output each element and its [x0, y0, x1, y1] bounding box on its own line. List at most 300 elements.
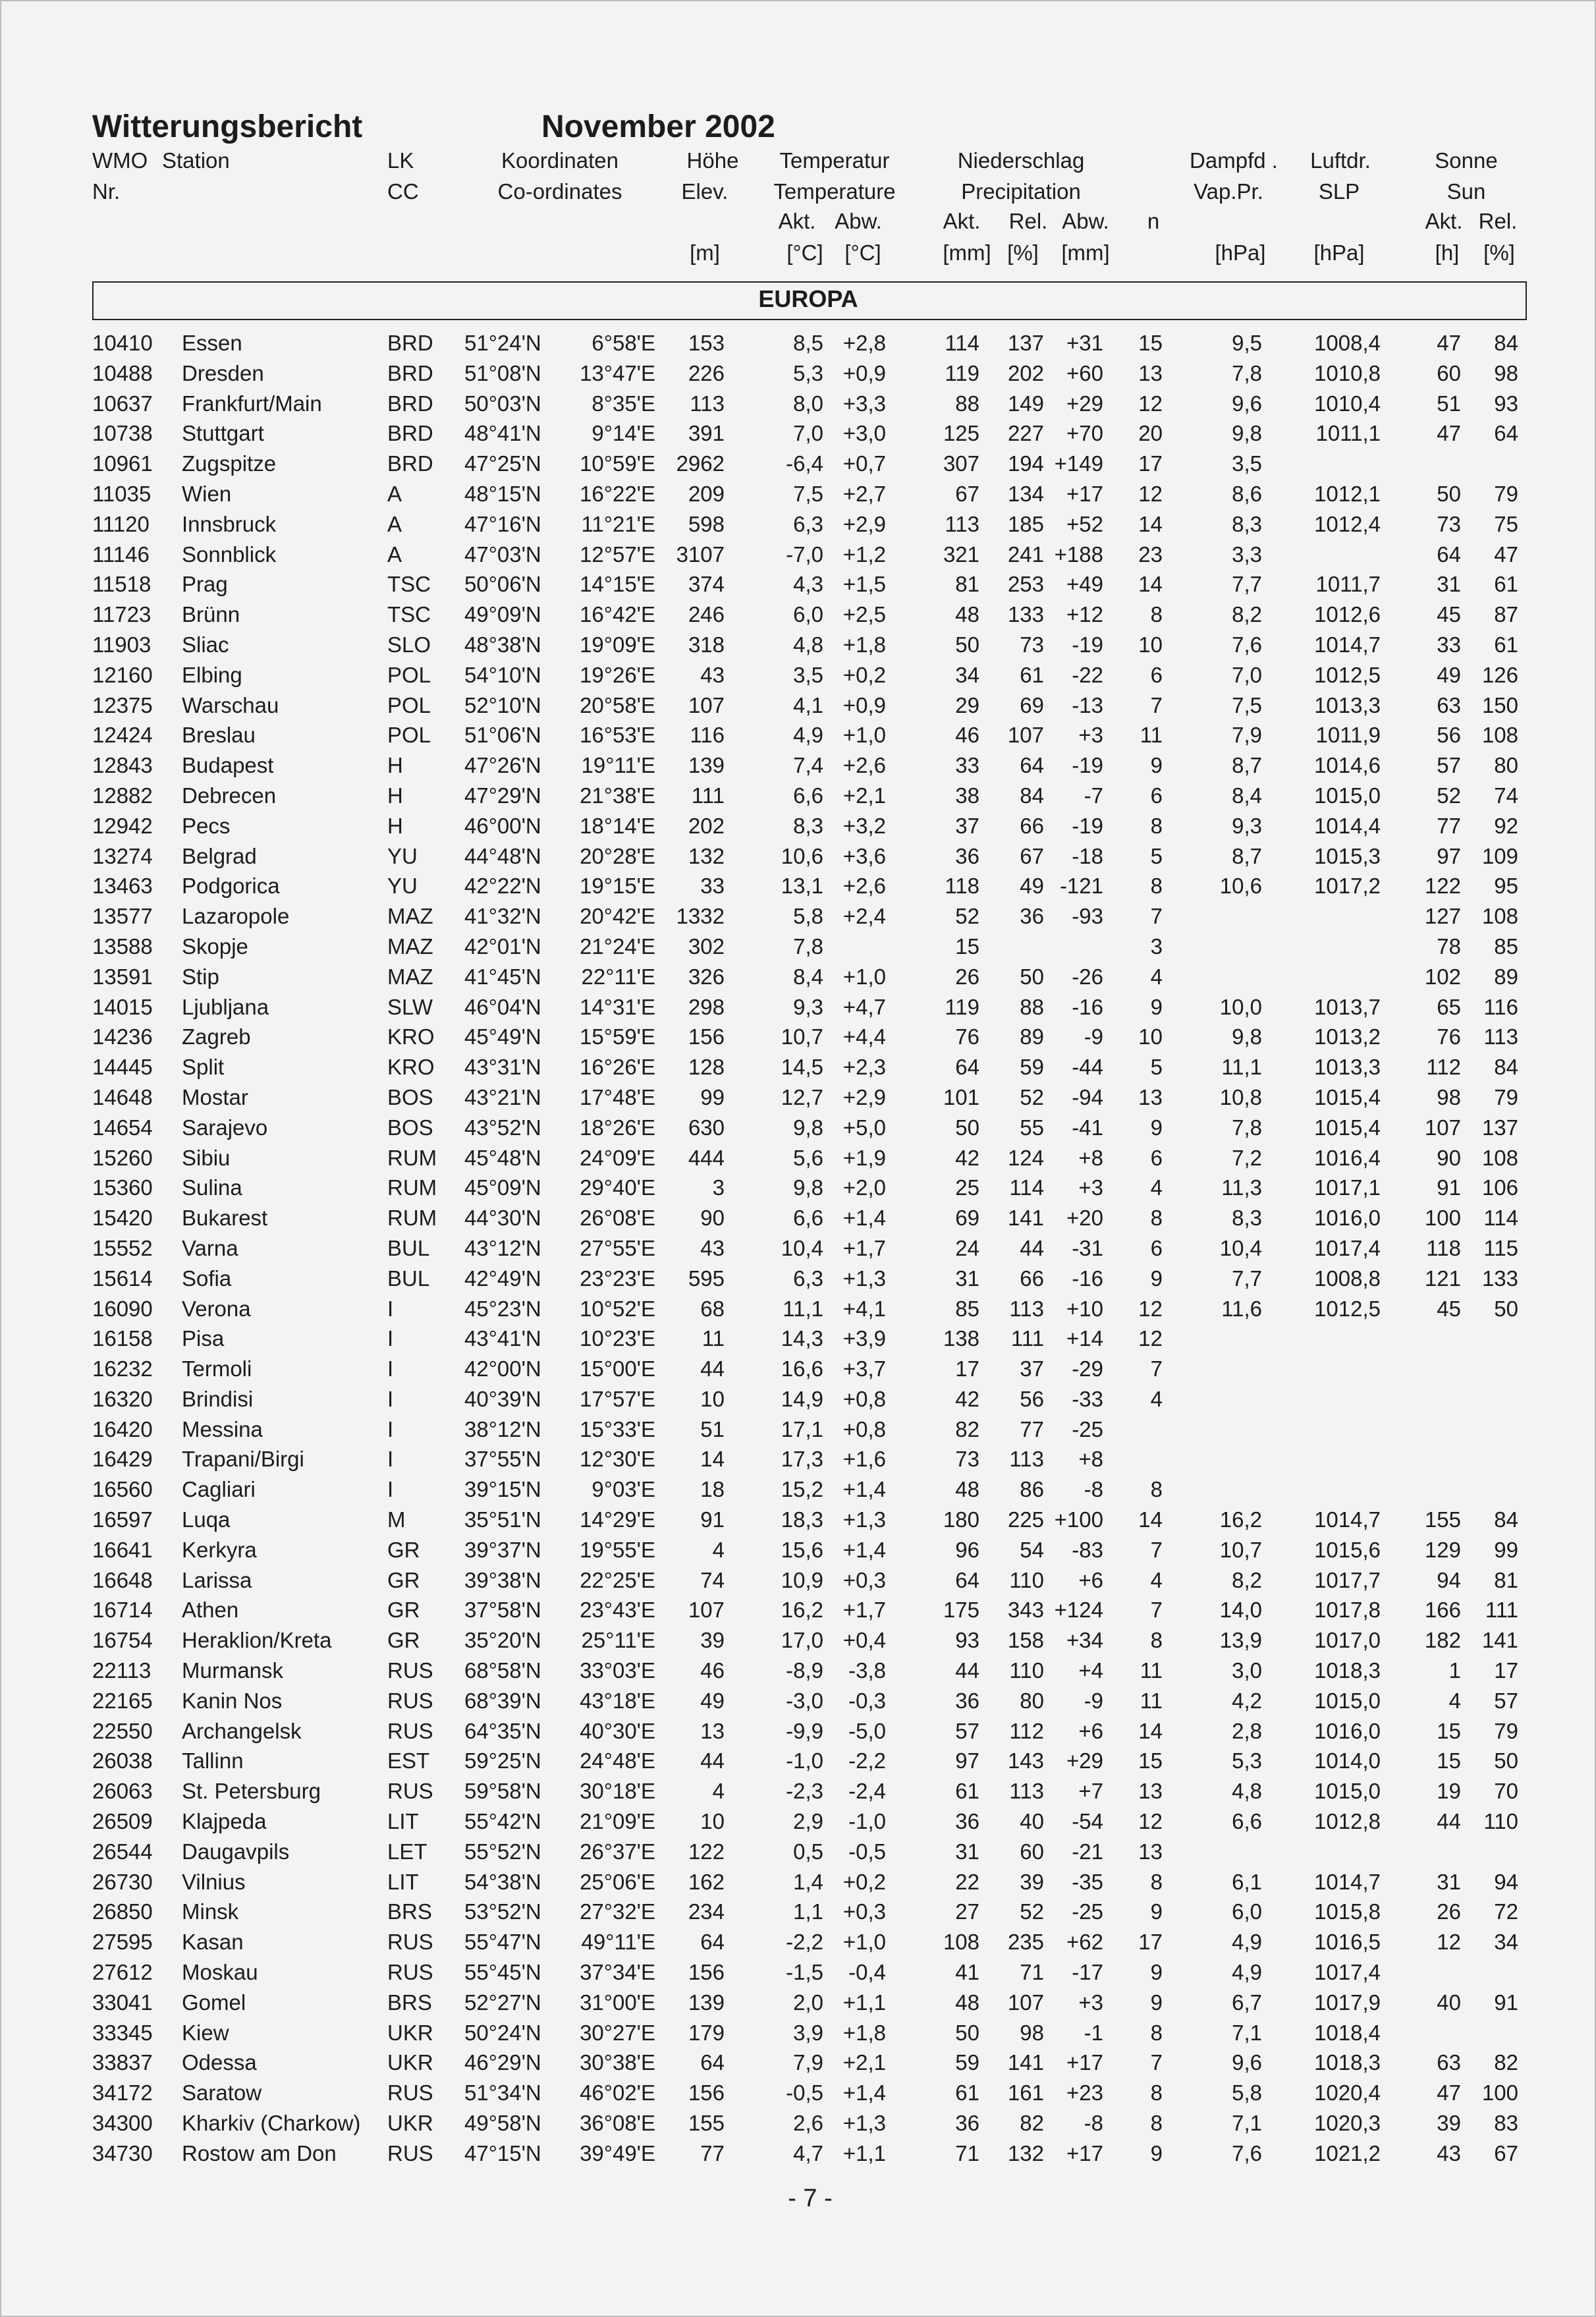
col-header-prec-unit2: [%]: [1007, 240, 1039, 265]
cell-prec-deviation: +6: [1078, 1718, 1103, 1743]
col-header-luftdruck: Luftdr.: [1310, 148, 1371, 173]
cell-vapour-pressure: 7,0: [1232, 662, 1262, 687]
cell-latitude: 43°31'N: [464, 1055, 541, 1080]
cell-vapour-pressure: 10,8: [1219, 1084, 1262, 1109]
table-row: [0, 1084, 1596, 1114]
cell-elevation: 116: [690, 723, 725, 748]
cell-latitude: 51°34'N: [464, 2080, 541, 2106]
cell-wmo-nr: 14654: [92, 1115, 153, 1140]
cell-vapour-pressure: 8,2: [1232, 1567, 1262, 1592]
cell-station-name: Kharkiv (Charkow): [182, 2111, 361, 2136]
cell-prec-actual: 46: [955, 723, 979, 748]
cell-vapour-pressure: 7,8: [1232, 1115, 1262, 1140]
cell-prec-days: 8: [1150, 2020, 1163, 2045]
cell-wmo-nr: 33041: [92, 1990, 153, 2015]
cell-prec-actual: 48: [955, 1990, 979, 2015]
cell-sea-level-pressure: 1014,7: [1314, 1869, 1381, 1894]
cell-prec-actual: 138: [943, 1326, 979, 1351]
table-row: [0, 601, 1596, 631]
cell-prec-days: 8: [1150, 1869, 1163, 1894]
cell-temp-deviation: -5,0: [848, 1718, 886, 1743]
cell-station-name: Breslau: [182, 723, 256, 748]
cell-prec-actual: 37: [955, 813, 979, 838]
cell-wmo-nr: 10738: [92, 421, 153, 446]
cell-elevation: 155: [688, 2111, 725, 2136]
cell-sun-relative: 84: [1494, 331, 1518, 355]
cell-country-code: BUL: [387, 1235, 430, 1260]
cell-wmo-nr: 15360: [92, 1175, 153, 1200]
cell-prec-actual: 93: [955, 1628, 979, 1653]
table-row: [0, 1596, 1596, 1627]
cell-prec-actual: 24: [955, 1235, 979, 1260]
cell-prec-days: 14: [1138, 511, 1163, 536]
cell-temp-deviation: +1,0: [842, 1930, 886, 1955]
cell-prec-deviation: +29: [1066, 1748, 1103, 1773]
cell-prec-deviation: -16: [1072, 1266, 1103, 1291]
cell-longitude: 24°48'E: [580, 1748, 655, 1773]
cell-sun-relative: 61: [1494, 572, 1518, 597]
cell-temp-actual: 4,1: [793, 692, 823, 717]
col-header-dampfdruck: Dampfd .: [1190, 148, 1278, 173]
cell-longitude: 14°31'E: [580, 994, 655, 1019]
cell-prec-deviation: +188: [1054, 542, 1103, 567]
cell-longitude: 21°24'E: [580, 934, 655, 959]
cell-sun-hours: 12: [1437, 1930, 1461, 1955]
cell-prec-days: 6: [1150, 1145, 1163, 1170]
cell-prec-deviation: +8: [1078, 1145, 1103, 1170]
cell-latitude: 42°49'N: [464, 1266, 541, 1291]
cell-prec-relative: 88: [1020, 994, 1044, 1019]
cell-latitude: 39°38'N: [464, 1567, 541, 1592]
cell-temp-deviation: +3,0: [842, 421, 886, 446]
cell-prec-relative: 110: [1009, 1658, 1044, 1683]
cell-wmo-nr: 33837: [92, 2050, 153, 2075]
cell-elevation: 132: [688, 843, 725, 868]
cell-longitude: 27°55'E: [580, 1235, 655, 1260]
cell-station-name: Kerkyra: [182, 1537, 257, 1562]
cell-wmo-nr: 26038: [92, 1748, 153, 1773]
cell-sea-level-pressure: 1016,5: [1314, 1930, 1381, 1955]
cell-prec-relative: 194: [1007, 451, 1044, 476]
cell-elevation: 111: [691, 783, 725, 808]
cell-station-name: Warschau: [182, 692, 279, 717]
cell-latitude: 37°55'N: [464, 1447, 541, 1472]
cell-prec-actual: 42: [955, 1386, 979, 1411]
cell-vapour-pressure: 8,4: [1232, 783, 1262, 808]
cell-station-name: Pecs: [182, 813, 231, 838]
cell-prec-deviation: +124: [1054, 1598, 1103, 1623]
cell-sea-level-pressure: 1012,8: [1314, 1809, 1381, 1834]
cell-station-name: Brindisi: [182, 1386, 254, 1411]
cell-longitude: 19°26'E: [580, 662, 655, 687]
cell-sun-relative: 98: [1494, 360, 1518, 385]
cell-longitude: 29°40'E: [580, 1175, 655, 1200]
cell-latitude: 35°51'N: [464, 1507, 541, 1532]
cell-sun-relative: 79: [1494, 1718, 1518, 1743]
cell-sun-hours: 1: [1448, 1658, 1461, 1683]
cell-longitude: 30°38'E: [580, 2050, 655, 2075]
cell-elevation: 74: [700, 1567, 725, 1592]
cell-prec-actual: 73: [955, 1447, 979, 1472]
cell-sun-hours: 90: [1437, 1145, 1461, 1170]
cell-country-code: BRS: [387, 1899, 432, 1924]
cell-sea-level-pressure: 1015,0: [1314, 783, 1381, 808]
cell-elevation: 46: [700, 1658, 725, 1683]
col-header-wmo: WMO: [92, 148, 148, 173]
cell-sea-level-pressure: 1014,4: [1314, 813, 1381, 838]
cell-sun-relative: 84: [1494, 1507, 1518, 1532]
cell-longitude: 49°11'E: [581, 1930, 655, 1955]
cell-vapour-pressure: 8,7: [1232, 753, 1262, 778]
cell-prec-deviation: -8: [1084, 2111, 1103, 2136]
cell-latitude: 59°25'N: [464, 1748, 541, 1773]
col-header-hoehe: Höhe: [686, 148, 739, 173]
cell-latitude: 47°03'N: [464, 542, 541, 567]
cell-prec-days: 12: [1138, 1296, 1163, 1321]
cell-station-name: Belgrad: [182, 843, 257, 868]
cell-country-code: GR: [387, 1537, 420, 1562]
cell-station-name: Elbing: [182, 662, 242, 687]
cell-prec-actual: 42: [955, 1145, 979, 1170]
cell-longitude: 31°00'E: [580, 1990, 655, 2015]
cell-latitude: 43°12'N: [464, 1235, 541, 1260]
cell-latitude: 39°37'N: [464, 1537, 541, 1562]
cell-elevation: 153: [688, 331, 725, 355]
cell-prec-deviation: -16: [1072, 994, 1103, 1019]
cell-prec-relative: 343: [1007, 1598, 1044, 1623]
cell-sea-level-pressure: 1013,3: [1314, 692, 1381, 717]
cell-temp-deviation: +1,6: [842, 1447, 886, 1472]
cell-sea-level-pressure: 1018,4: [1314, 2020, 1381, 2045]
cell-longitude: 9°14'E: [592, 421, 655, 446]
cell-prec-actual: 25: [955, 1175, 979, 1200]
cell-station-name: Sofia: [182, 1266, 232, 1291]
cell-country-code: I: [387, 1416, 394, 1441]
cell-temp-actual: 17,1: [781, 1416, 823, 1441]
cell-country-code: H: [387, 753, 403, 778]
cell-temp-deviation: -1,0: [848, 1809, 886, 1834]
cell-vapour-pressure: 8,3: [1232, 1206, 1262, 1231]
cell-longitude: 40°30'E: [580, 1718, 655, 1743]
cell-temp-actual: 18,3: [781, 1507, 823, 1532]
cell-latitude: 64°35'N: [464, 1718, 541, 1743]
cell-country-code: KRO: [387, 1024, 435, 1049]
cell-station-name: Prag: [182, 572, 228, 597]
cell-elevation: 44: [700, 1748, 725, 1773]
cell-prec-relative: 241: [1007, 542, 1044, 567]
cell-temp-deviation: +0,9: [842, 692, 886, 717]
cell-station-name: Sonnblick: [182, 542, 277, 567]
cell-prec-relative: 59: [1020, 1055, 1044, 1080]
cell-sun-relative: 91: [1494, 1990, 1518, 2015]
cell-vapour-pressure: 13,9: [1219, 1628, 1262, 1653]
cell-temp-deviation: -2,2: [848, 1748, 886, 1773]
cell-station-name: St. Petersburg: [182, 1779, 321, 1804]
cell-temp-actual: 8,5: [793, 331, 823, 355]
cell-wmo-nr: 22165: [92, 1688, 153, 1713]
cell-prec-relative: 124: [1007, 1145, 1044, 1170]
cell-sea-level-pressure: 1017,2: [1314, 874, 1381, 899]
cell-elevation: 630: [688, 1115, 725, 1140]
table-row: [0, 1355, 1596, 1385]
cell-latitude: 42°01'N: [464, 934, 541, 959]
cell-longitude: 37°34'E: [580, 1960, 655, 1985]
cell-prec-deviation: +6: [1078, 1567, 1103, 1592]
cell-station-name: Archangelsk: [182, 1718, 302, 1743]
cell-prec-deviation: -19: [1072, 813, 1103, 838]
cell-country-code: POL: [387, 692, 431, 717]
cell-prec-actual: 52: [955, 904, 979, 929]
col-header-cc: CC: [387, 179, 419, 204]
cell-temp-deviation: +4,4: [842, 1024, 886, 1049]
table-row: [0, 1536, 1596, 1567]
cell-station-name: Luqa: [182, 1507, 231, 1532]
cell-prec-relative: 225: [1007, 1507, 1044, 1532]
table-row: [0, 1868, 1596, 1899]
cell-prec-days: 9: [1150, 2140, 1163, 2165]
cell-wmo-nr: 22550: [92, 1718, 153, 1743]
cell-temp-deviation: +1,8: [842, 632, 886, 657]
cell-temp-deviation: +1,1: [842, 1990, 886, 2015]
cell-wmo-nr: 10637: [92, 391, 153, 416]
cell-sun-hours: 47: [1437, 421, 1461, 446]
cell-sea-level-pressure: 1013,7: [1314, 994, 1381, 1019]
cell-prec-actual: 69: [955, 1206, 979, 1231]
cell-prec-actual: 113: [945, 511, 979, 536]
cell-latitude: 45°48'N: [464, 1145, 541, 1170]
cell-temp-deviation: +2,6: [842, 753, 886, 778]
cell-longitude: 20°28'E: [580, 843, 655, 868]
cell-sun-hours: 4: [1448, 1688, 1461, 1713]
cell-wmo-nr: 26509: [92, 1809, 153, 1834]
cell-prec-deviation: -93: [1072, 904, 1103, 929]
cell-longitude: 15°59'E: [580, 1024, 655, 1049]
cell-sun-relative: 50: [1494, 1748, 1518, 1773]
cell-country-code: A: [387, 481, 402, 506]
cell-country-code: I: [387, 1326, 394, 1351]
cell-latitude: 46°29'N: [464, 2050, 541, 2075]
cell-prec-actual: 88: [955, 391, 979, 416]
cell-elevation: 374: [688, 572, 725, 597]
cell-wmo-nr: 16714: [92, 1598, 153, 1623]
cell-sea-level-pressure: 1017,9: [1314, 1990, 1381, 2015]
cell-elevation: 77: [700, 2140, 725, 2165]
cell-temp-actual: 15,6: [781, 1537, 823, 1562]
cell-prec-actual: 321: [943, 542, 979, 567]
cell-sun-hours: 122: [1424, 874, 1461, 899]
cell-sea-level-pressure: 1017,8: [1314, 1598, 1381, 1623]
cell-prec-days: 7: [1150, 904, 1163, 929]
cell-prec-days: 8: [1150, 1628, 1163, 1653]
cell-sun-hours: 97: [1437, 843, 1461, 868]
cell-prec-deviation: -19: [1072, 753, 1103, 778]
cell-sun-relative: 150: [1481, 692, 1518, 717]
cell-longitude: 16°26'E: [580, 1055, 655, 1080]
col-header-temperatur: Temperatur: [779, 148, 890, 173]
cell-prec-deviation: -83: [1072, 1537, 1103, 1562]
cell-station-name: Skopje: [182, 934, 248, 959]
cell-sun-hours: 60: [1437, 360, 1461, 385]
cell-station-name: Larissa: [182, 1567, 252, 1592]
cell-country-code: GR: [387, 1598, 420, 1623]
cell-temp-deviation: -0,4: [848, 1960, 886, 1985]
cell-sun-relative: 99: [1494, 1537, 1518, 1562]
col-header-niederschlag: Niederschlag: [957, 148, 1085, 173]
cell-temp-actual: 7,0: [793, 421, 823, 446]
cell-prec-deviation: -26: [1072, 964, 1103, 989]
cell-temp-deviation: -2,4: [848, 1779, 886, 1804]
table-row: [0, 1325, 1596, 1355]
cell-station-name: Varna: [182, 1235, 238, 1260]
cell-latitude: 45°23'N: [464, 1296, 541, 1321]
cell-longitude: 9°03'E: [592, 1477, 655, 1502]
table-row: [0, 1928, 1596, 1959]
cell-latitude: 50°24'N: [464, 2020, 541, 2045]
cell-elevation: 33: [700, 874, 725, 899]
cell-prec-relative: 60: [1020, 1839, 1044, 1864]
table-row: [0, 872, 1596, 903]
cell-wmo-nr: 12942: [92, 813, 153, 838]
cell-prec-days: 7: [1150, 2050, 1163, 2075]
cell-temp-actual: 15,2: [781, 1477, 823, 1502]
cell-temp-actual: 14,9: [781, 1386, 823, 1411]
cell-temp-actual: 4,8: [793, 632, 823, 657]
cell-latitude: 68°58'N: [464, 1658, 541, 1683]
report-period: November 2002: [541, 109, 775, 144]
cell-temp-actual: 2,0: [793, 1990, 823, 2015]
cell-temp-actual: 5,6: [793, 1145, 823, 1170]
cell-sun-relative: 108: [1481, 723, 1518, 748]
cell-sun-relative: 83: [1494, 2111, 1518, 2136]
cell-wmo-nr: 13274: [92, 843, 153, 868]
cell-temp-actual: 4,3: [793, 572, 823, 597]
cell-temp-actual: 1,4: [793, 1869, 823, 1894]
cell-prec-deviation: +60: [1066, 360, 1103, 385]
cell-temp-deviation: +4,7: [842, 994, 886, 1019]
cell-prec-deviation: +52: [1066, 511, 1103, 536]
cell-longitude: 26°37'E: [580, 1839, 655, 1864]
cell-country-code: I: [387, 1477, 394, 1502]
cell-prec-deviation: +62: [1066, 1930, 1103, 1955]
col-header-slp: SLP: [1318, 179, 1360, 204]
cell-sun-relative: 79: [1494, 1084, 1518, 1109]
col-header-prec-akt: Akt.: [943, 209, 981, 233]
cell-country-code: SLW: [387, 994, 433, 1019]
cell-longitude: 17°48'E: [580, 1084, 655, 1109]
cell-wmo-nr: 16597: [92, 1507, 153, 1532]
cell-wmo-nr: 16320: [92, 1386, 153, 1411]
cell-prec-days: 8: [1150, 602, 1163, 627]
cell-prec-relative: 141: [1007, 1206, 1044, 1231]
cell-latitude: 44°30'N: [464, 1206, 541, 1231]
cell-elevation: 4: [712, 1537, 725, 1562]
cell-temp-deviation: +1,3: [842, 2111, 886, 2136]
cell-temp-actual: 8,4: [793, 964, 823, 989]
cell-temp-actual: -2,3: [786, 1779, 823, 1804]
cell-prec-days: 3: [1150, 934, 1163, 959]
cell-latitude: 49°09'N: [464, 602, 541, 627]
cell-vapour-pressure: 9,8: [1232, 1024, 1262, 1049]
cell-vapour-pressure: 7,1: [1232, 2020, 1262, 2045]
cell-temp-deviation: +3,2: [842, 813, 886, 838]
cell-prec-deviation: -31: [1072, 1235, 1103, 1260]
cell-country-code: RUS: [387, 1779, 433, 1804]
cell-prec-actual: 180: [943, 1507, 979, 1532]
cell-temp-deviation: +1,8: [842, 2020, 886, 2045]
cell-elevation: 298: [688, 994, 725, 1019]
cell-station-name: Minsk: [182, 1899, 239, 1924]
cell-elevation: 11: [702, 1326, 725, 1351]
cell-vapour-pressure: 10,7: [1219, 1537, 1262, 1562]
cell-country-code: H: [387, 783, 403, 808]
cell-country-code: UKR: [387, 2020, 433, 2045]
cell-longitude: 19°15'E: [580, 874, 655, 899]
cell-sun-hours: 47: [1437, 2080, 1461, 2106]
cell-temp-actual: 14,3: [781, 1326, 823, 1351]
cell-sun-relative: 92: [1494, 813, 1518, 838]
cell-prec-actual: 64: [955, 1567, 979, 1592]
cell-prec-relative: 114: [1009, 1175, 1044, 1200]
cell-prec-deviation: +23: [1066, 2080, 1103, 2106]
cell-prec-actual: 57: [955, 1718, 979, 1743]
cell-sun-hours: 182: [1424, 1628, 1461, 1653]
cell-sun-hours: 39: [1437, 2111, 1461, 2136]
cell-sun-relative: 115: [1483, 1235, 1518, 1260]
cell-station-name: Budapest: [182, 753, 274, 778]
cell-prec-deviation: +14: [1066, 1326, 1103, 1351]
cell-temp-deviation: +2,6: [842, 874, 886, 899]
table-row: [0, 933, 1596, 963]
cell-prec-relative: 50: [1020, 964, 1044, 989]
cell-sun-hours: 56: [1437, 723, 1461, 748]
cell-station-name: Wien: [182, 481, 232, 506]
cell-latitude: 42°22'N: [464, 874, 541, 899]
cell-sun-relative: 34: [1494, 1930, 1518, 1955]
cell-prec-deviation: -21: [1072, 1839, 1103, 1864]
cell-prec-actual: 67: [955, 481, 979, 506]
cell-latitude: 39°15'N: [464, 1477, 541, 1502]
cell-temp-deviation: +1,0: [842, 723, 886, 748]
cell-station-name: Mostar: [182, 1084, 248, 1109]
col-header-slp-unit: [hPa]: [1313, 240, 1365, 265]
cell-longitude: 22°11'E: [581, 964, 655, 989]
cell-vapour-pressure: 9,6: [1232, 2050, 1262, 2075]
cell-wmo-nr: 11723: [92, 602, 151, 627]
cell-vapour-pressure: 10,4: [1219, 1235, 1262, 1260]
cell-elevation: 43: [700, 662, 725, 687]
table-row: [0, 1898, 1596, 1928]
cell-sun-relative: 141: [1481, 1628, 1518, 1653]
cell-prec-days: 9: [1150, 753, 1163, 778]
cell-station-name: Lazaropole: [182, 904, 290, 929]
cell-prec-actual: 48: [955, 1477, 979, 1502]
cell-temp-deviation: +4,1: [842, 1296, 886, 1321]
cell-prec-relative: 161: [1007, 2080, 1044, 2106]
cell-wmo-nr: 15260: [92, 1145, 153, 1170]
cell-sun-relative: 85: [1494, 934, 1518, 959]
cell-station-name: Zagreb: [182, 1024, 251, 1049]
cell-temp-deviation: +3,9: [842, 1326, 886, 1351]
cell-country-code: BOS: [387, 1084, 433, 1109]
cell-temp-actual: 9,8: [793, 1115, 823, 1140]
cell-station-name: Zugspitze: [182, 451, 277, 476]
cell-temp-deviation: +1,9: [842, 1145, 886, 1170]
cell-wmo-nr: 16232: [92, 1356, 153, 1382]
cell-station-name: Innsbruck: [182, 511, 277, 536]
table-row: [0, 1959, 1596, 1989]
cell-temp-deviation: +2,3: [842, 1055, 886, 1080]
cell-prec-relative: 149: [1007, 391, 1044, 416]
